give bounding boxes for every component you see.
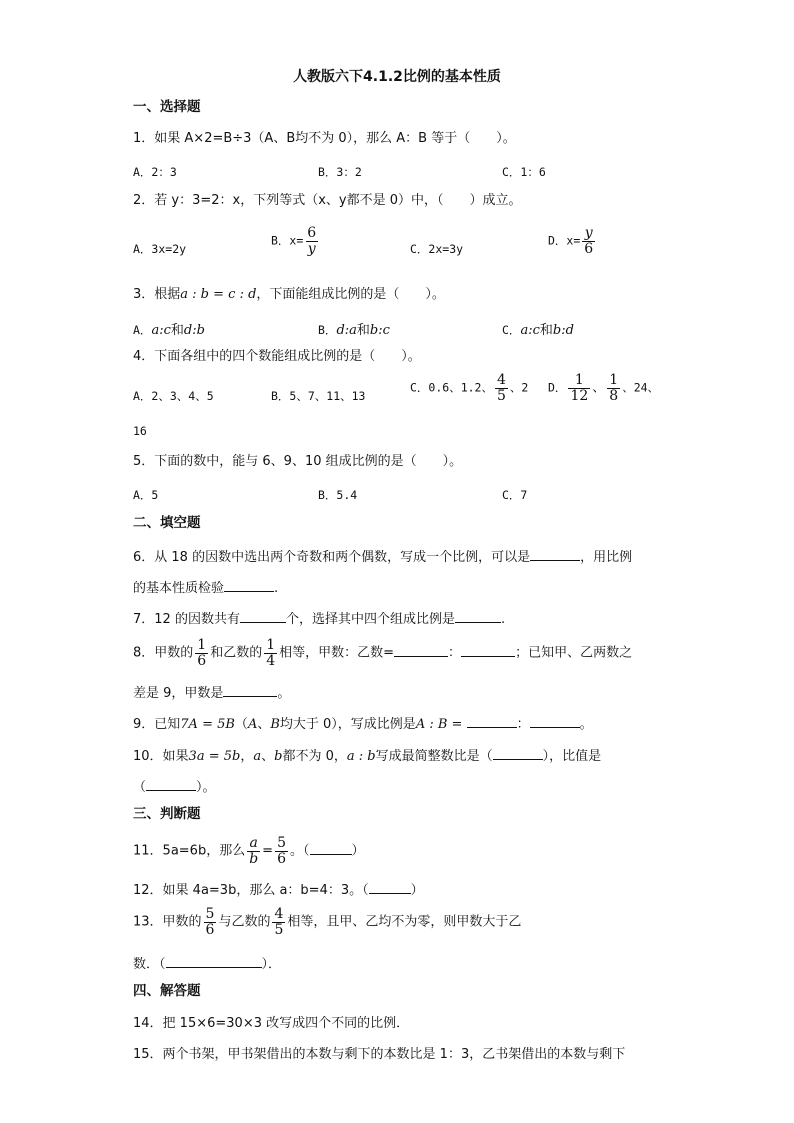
q11-fraction-1: $\frac{a}{b}$ xyxy=(249,835,259,867)
question-8: 8．甲数的 $\frac{1}{6}$ 和乙数的 $\frac{1}{4}$ 相等，甲数：乙数= ： ；已知甲、乙两数之 xyxy=(133,637,633,669)
answer-blank[interactable] xyxy=(467,715,517,728)
question-8-line-2: 差是 9，甲数是 。 xyxy=(133,686,291,701)
question-7: 7．12 的因数共有 个，选择其中四个组成比例是 . xyxy=(133,612,506,627)
answer-blank[interactable] xyxy=(166,955,262,968)
question-15: 15．两个书架，甲书架借出的本数与剩下的本数比是 1：3，乙书架借出的本数与剩下 xyxy=(133,1047,626,1062)
question-13-line-2: 数．（ ）． xyxy=(133,957,282,972)
question-10: 10．如果3a = 5b，a、b都不为 0，a : b写成最简整数比是（ ），比值是 xyxy=(133,749,602,764)
answer-blank[interactable] xyxy=(493,747,543,760)
q4-option-a: A．2、3、4、5 xyxy=(133,389,214,403)
answer-blank[interactable] xyxy=(461,644,515,657)
question-13: 13．甲数的 $\frac{5}{6}$ 与乙数的 $\frac{4}{5}$ 相等，且甲、乙均不为零，则甲数大于乙 xyxy=(133,906,522,938)
q1-option-a: A．2：3 xyxy=(133,165,177,179)
question-1: 1．如果 A×2=B÷3（A、B均不为 0），那么 A：B 等于（ ）。 xyxy=(133,131,516,146)
q4-option-b: B．5、7、11、13 xyxy=(271,389,366,403)
answer-blank[interactable] xyxy=(369,881,411,894)
q3-option-c: C．a:c和b:d xyxy=(502,323,574,338)
question-2: 2．若 y：3=2：x，下列等式（x、y都不是 0）中，（ ）成立。 xyxy=(133,193,522,208)
section-heading-solve: 四、解答题 xyxy=(133,983,201,999)
q8-fraction-2: $\frac{1}{4}$ xyxy=(266,637,276,669)
section-heading-judge: 三、判断题 xyxy=(133,806,201,822)
question-11: 11．5a=6b，那么 $\frac{a}{b}$ = $\frac{5}{6}$ 。（ ） xyxy=(133,835,365,867)
answer-blank[interactable] xyxy=(240,610,286,623)
q8-fraction-1: $\frac{1}{6}$ xyxy=(197,637,207,669)
q4-d-fraction-1: $\frac{1}{12}$ xyxy=(570,372,589,404)
q3-option-a: A．a:c和d:b xyxy=(133,323,205,338)
question-6-line-2: 的基本性质检验 . xyxy=(133,581,279,596)
q4-c-fraction: $\frac{4}{5}$ xyxy=(496,372,506,404)
question-3: 3．根据a : b = c : d，下面能组成比例的是（ ）。 xyxy=(133,287,445,302)
q1-option-b: B．3：2 xyxy=(318,165,362,179)
answer-blank[interactable] xyxy=(224,579,274,592)
answer-blank[interactable] xyxy=(530,715,580,728)
q2-option-a: A．3x=2y xyxy=(133,242,187,256)
q2-option-d: D．x= $\frac{y}{6}$ xyxy=(548,225,594,257)
q13-fraction-2: $\frac{4}{5}$ xyxy=(274,906,284,938)
q4-option-d: D． $\frac{1}{12}$ 、 $\frac{1}{8}$ 、24、 xyxy=(548,372,660,404)
question-12: 12．如果 4a=3b，那么 a：b=4：3。（ ） xyxy=(133,883,424,898)
question-4: 4．下面各组中的四个数能组成比例的是（ ）。 xyxy=(133,349,421,364)
q4-option-c: C．0.6、1.2、 $\frac{4}{5}$ 、2 xyxy=(410,372,529,404)
answer-blank[interactable] xyxy=(394,644,448,657)
question-9: 9．已知7A = 5B（A、B均大于 0），写成比例是A : B = ： 。 xyxy=(133,717,593,732)
q1-option-c: C．1：6 xyxy=(502,165,546,179)
question-14: 14．把 15×6=30×3 改写成四个不同的比例． xyxy=(133,1016,410,1031)
answer-blank[interactable] xyxy=(310,842,352,855)
question-5: 5．下面的数中，能与 6、9、10 组成比例的是（ ）。 xyxy=(133,454,463,469)
section-heading-choice: 一、选择题 xyxy=(133,99,201,115)
question-10-line-2: （ ）。 xyxy=(133,780,216,795)
q2-d-fraction: $\frac{y}{6}$ xyxy=(584,225,594,257)
q4-option-d-wrap: 16 xyxy=(133,424,147,438)
q5-option-a: A．5 xyxy=(133,488,159,502)
q13-fraction-1: $\frac{5}{6}$ xyxy=(205,906,215,938)
q2-option-b: B．x= $\frac{6}{y}$ xyxy=(271,225,317,257)
question-6: 6．从 18 的因数中选出两个奇数和两个偶数，写成一个比例，可以是 ，用比例 xyxy=(133,550,633,565)
page-title: 人教版六下4.1.2比例的基本性质 xyxy=(293,69,501,85)
q4-d-fraction-2: $\frac{1}{8}$ xyxy=(609,372,619,404)
answer-blank[interactable] xyxy=(146,778,196,791)
answer-blank[interactable] xyxy=(223,684,277,697)
q2-b-fraction: $\frac{6}{y}$ xyxy=(307,225,317,257)
section-heading-fill: 二、填空题 xyxy=(133,515,201,531)
answer-blank[interactable] xyxy=(530,548,580,561)
answer-blank[interactable] xyxy=(455,610,501,623)
q11-fraction-2: $\frac{5}{6}$ xyxy=(277,835,286,867)
q2-option-c: C．2x=3y xyxy=(410,242,464,256)
q5-option-b: B．5.4 xyxy=(318,488,358,502)
q5-option-c: C．7 xyxy=(502,488,528,502)
q3-option-b: B．d:a和b:c xyxy=(318,323,390,338)
